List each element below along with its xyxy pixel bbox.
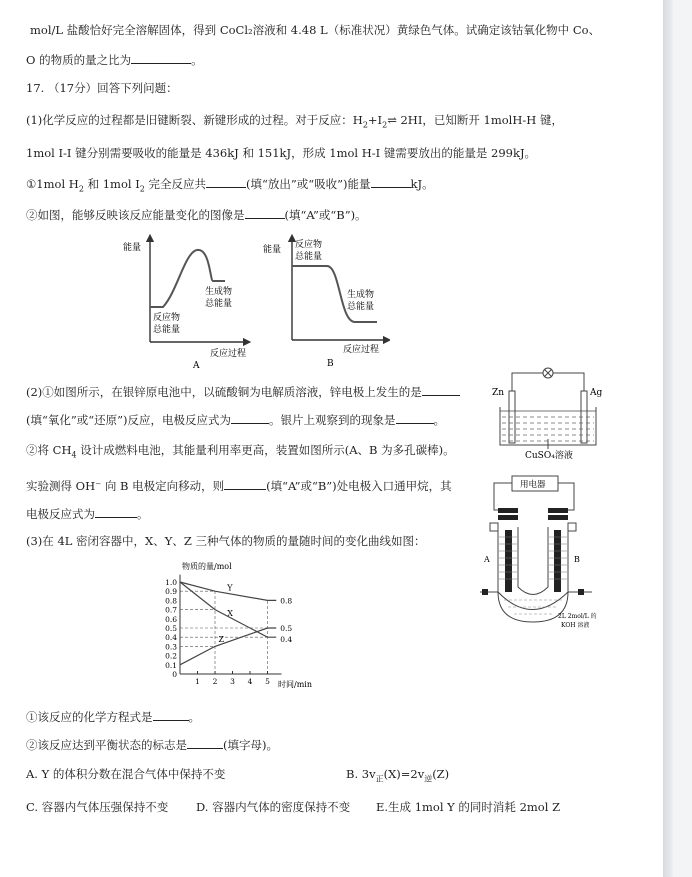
svg-text:总能量: 总能量 (347, 302, 375, 312)
energy-diagram-a (123, 238, 247, 370)
galvanic-cell-diagram (490, 365, 610, 460)
electrode-b-label: B (574, 555, 580, 564)
option-a: A. Y 的体积分数在混合气体中保持不变 (26, 767, 226, 781)
svg-text:KOH 溶液: KOH 溶液 (561, 622, 590, 629)
series-line-z (180, 628, 276, 665)
energy-diagrams (115, 232, 390, 370)
answer-blank[interactable] (371, 176, 411, 188)
x-tick-label: 1 (195, 677, 200, 686)
figure-label-b: B (327, 359, 334, 369)
end-value-label: 0.5 (280, 624, 293, 633)
svg-text:Ag: Ag (590, 388, 603, 398)
y-tick-label: 0.6 (165, 614, 177, 624)
text-line: ①该反应的化学方程式是 。 (26, 710, 200, 724)
answer-blank[interactable] (95, 506, 137, 518)
svg-text:反应过程: 反应过程 (343, 345, 380, 355)
y-tick-label: 0.3 (165, 642, 177, 652)
y-tick-label: 1.0 (165, 578, 177, 587)
text-line: 1mol I-I 键分别需要吸收的能量是 436kJ 和 151kJ，形成 1mol H-I 键需要放出的能量是 299kJ。 (26, 146, 537, 160)
svg-text:用电器: 用电器 (520, 480, 546, 490)
axis-label-energy: 能量 (123, 243, 142, 253)
option-e: E.生成 1mol Y 的同时消耗 2mol Z (376, 800, 561, 814)
text-line: ②如图，能够反映该反应能量变化的图像是 (填“A”或“B”)。 (26, 208, 367, 222)
page-edge-shadow (663, 0, 673, 877)
chart-ylabel: 物质的量/mol (182, 562, 232, 571)
x-tick-label: 5 (265, 677, 270, 686)
answer-blank[interactable] (245, 207, 285, 219)
svg-text:CuSO₄溶液: CuSO₄溶液 (525, 451, 573, 460)
answer-blank[interactable] (422, 384, 460, 396)
svg-text:2L 2mol/L 的: 2L 2mol/L 的 (558, 613, 597, 620)
series-label-y: Y (227, 583, 233, 593)
text-line: (2)①如图所示，在银锌原电池中，以硫酸铜为电解质溶液，锌电极上发生的是 (26, 384, 460, 400)
x-tick-label: 2 (212, 677, 218, 686)
electrode-a-label: A (484, 555, 490, 564)
chart-xlabel: 时间/min (278, 680, 312, 689)
answer-blank[interactable] (187, 737, 223, 749)
text-line: ①1mol $H_2$ 和 1mol $I_2$ 完全反应共 (填“放出”或“吸收”)能量 kJ。 (26, 177, 434, 194)
y-tick-label: 0.8 (165, 596, 177, 606)
y-tick-label: 0.4 (165, 633, 177, 643)
answer-blank[interactable] (206, 176, 246, 188)
question-heading: 17. （17分）回答下列问题： (26, 81, 178, 95)
answer-blank[interactable] (153, 709, 189, 721)
text-line: mol/L 盐酸恰好完全溶解固体，得到 CoCl₂溶液和 4.48 L（标准状况）黄绿色气体。试确定该钴氧化物中 Co、 (30, 23, 601, 37)
svg-text:反应物: 反应物 (295, 240, 323, 250)
svg-text:总能量: 总能量 (205, 299, 233, 309)
energy-diagram-b (263, 238, 387, 369)
fuel-cell-diagram (462, 472, 610, 638)
option-d: D. 容器内气体的密度保持不变 (196, 800, 351, 814)
answer-blank[interactable] (231, 412, 269, 424)
answer-blank[interactable] (396, 412, 434, 424)
x-tick-label: 4 (247, 677, 253, 686)
svg-text:生成物: 生成物 (205, 287, 233, 297)
text-line: (填“氧化”或“还原”)反应，电极反应式为 。银片上观察到的现象是 。 (26, 413, 445, 427)
text-line: ②该反应达到平衡状态的标志是 (填字母)。 (26, 738, 278, 752)
y-tick-label: 0.1 (165, 660, 177, 670)
series-label-z: Z (218, 634, 225, 644)
option-b: B. $3v_正(X)=2v_逆(Z)$ (346, 767, 450, 784)
answer-blank[interactable] (131, 52, 191, 64)
y-tick-label: 0.7 (165, 605, 177, 615)
svg-text:总能量: 总能量 (153, 325, 181, 335)
text-line: 电极反应式为 。 (26, 507, 149, 521)
svg-text:反应过程: 反应过程 (210, 349, 247, 359)
text-line: O 的物质的量之比为 。 (26, 53, 203, 67)
y-tick-label: 0.5 (165, 624, 177, 633)
series-label-x: X (227, 609, 233, 619)
svg-text:总能量: 总能量 (295, 252, 323, 262)
text-line: ②将 $CH_4$ 设计成燃料电池，其能量利用率更高，装置如图所示(A、B 为多孔碳棒)。 (26, 443, 455, 460)
end-value-label: 0.4 (280, 635, 293, 645)
svg-text:能量: 能量 (263, 245, 282, 255)
answer-blank[interactable] (224, 478, 266, 490)
amount-vs-time-chart (150, 557, 320, 692)
svg-text:Zn: Zn (492, 388, 505, 398)
text-line: 实验测得 OH⁻ 向 B 电极定向移动，则 (填“A”或“B”)处电极入口通甲烷，其 (26, 479, 452, 493)
x-tick-label: 3 (230, 677, 235, 686)
y-tick-label: 0.9 (165, 587, 177, 597)
y-tick-label: 0.2 (165, 651, 177, 661)
svg-text:反应物: 反应物 (153, 313, 181, 323)
figure-label-a: A (193, 361, 200, 370)
text-line: (1)化学反应的过程都是旧键断裂、新键形成的过程。对于反应：$H_2+I_2\rightleftharpoons$ 2HI，已知断开 1molH-H 键， (26, 113, 563, 130)
end-value-label: 0.8 (280, 596, 293, 606)
text-line: (3)在 4L 密闭容器中，X、Y、Z 三种气体的物质的量随时间的变化曲线如图： (26, 534, 426, 548)
y-tick-label: 0 (172, 670, 177, 679)
svg-text:生成物: 生成物 (347, 290, 375, 300)
option-c: C. 容器内气体压强保持不变 (26, 800, 169, 814)
